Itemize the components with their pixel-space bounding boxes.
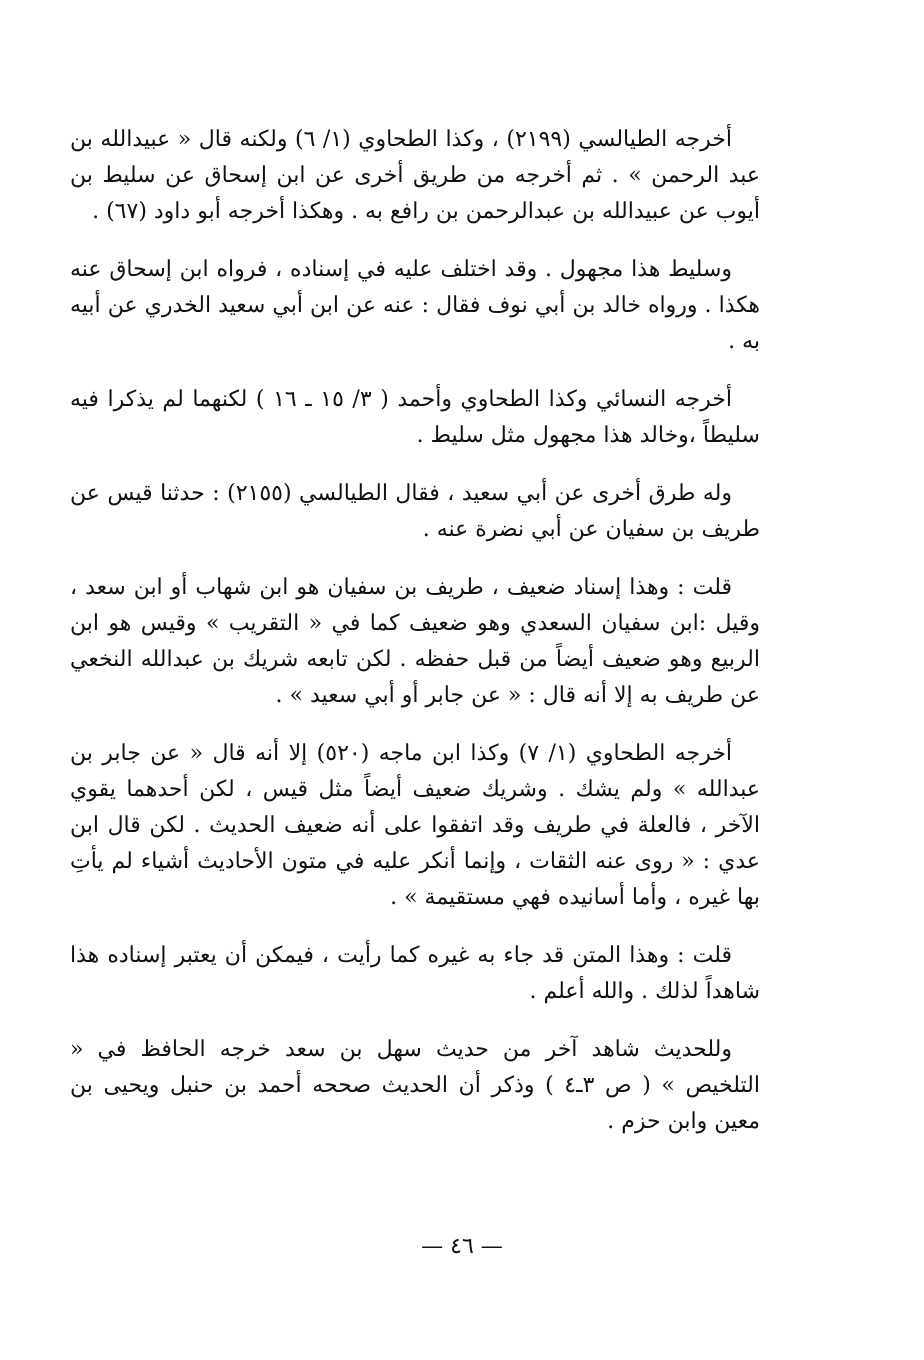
paragraph-2: وسليط هذا مجهول . وقد اختلف عليه في إسناده ، فرواه ابن إسحاق عنه هكذا . ورواه خالد بن أبي نوف فقال : عنه عن ابن أبي سعيد الخدري عن أبيه به . bbox=[70, 257, 760, 354]
page-body bbox=[70, 122, 760, 1162]
paragraph-5: قلت : وهذا إسناد ضعيف ، طريف بن سفيان هو ابن شهاب أو ابن سعد ، وقيل :ابن سفيان السعدي وهو ضعيف كما في « التقريب » وقيس هو ابن الربيع وهو ضعيف أيضاً من قبل حفظه . لكن تابعه شريك بن عبدالله النخعي عن طريف به إلا أنه قال : « عن جابر أو أبي سعيد » . bbox=[70, 575, 760, 708]
paragraph-3: أخرجه النسائي وكذا الطحاوي وأحمد ( ٣/ ١٥ ـ ١٦ ) لكنهما لم يذكرا فيه سليطاً ،وخالد هذا مجهول مثل سليط . bbox=[70, 387, 760, 448]
page-number: — ٤٦ — bbox=[421, 1234, 503, 1259]
paragraph-1: أخرجه الطيالسي (٢١٩٩) ، وكذا الطحاوي (١/ ٦) ولكنه قال « عبيدالله بن عبد الرحمن » . ثم أخرجه من طريق أخرى عن ابن إسحاق عن سليط بن أيوب عن عبيدالله بن عبدالرحمن بن رافع به . وهكذا أخرجه أبو داود (٦٧) . bbox=[70, 127, 760, 224]
paragraph-6: أخرجه الطحاوي (١/ ٧) وكذا ابن ماجه (٥٢٠) إلا أنه قال « عن جابر بن عبدالله » ولم يشك . وشريك ضعيف أيضاً مثل قيس ، لكن أحدهما يقوي الآخر ، فالعلة في طريف وقد اتفقوا على أنه ضعيف الحديث . لكن قال ابن عدي : « روى عنه الثقات ، وإنما أنكر عليه في متون الأحاديث أشياء لم يأتِ بها غيره ، وأما أسانيده فهي مستقيمة » . bbox=[70, 741, 760, 910]
paragraph-7: قلت : وهذا المتن قد جاء به غيره كما رأيت ، فيمكن أن يعتبر إسناده هذا شاهداً لذلك . والله أعلم . bbox=[70, 943, 760, 1004]
paragraph-4: وله طرق أخرى عن أبي سعيد ، فقال الطيالسي (٢١٥٥) : حدثنا قيس عن طريف بن سفيان عن أبي نضرة عنه . bbox=[70, 481, 760, 542]
paragraph-8: وللحديث شاهد آخر من حديث سهل بن سعد خرجه الحافظ في « التلخيص » ( ص ٣ـ٤ ) وذكر أن الحديث صححه أحمد بن حنبل ويحيى بن معين وابن حزم . bbox=[70, 1037, 760, 1134]
